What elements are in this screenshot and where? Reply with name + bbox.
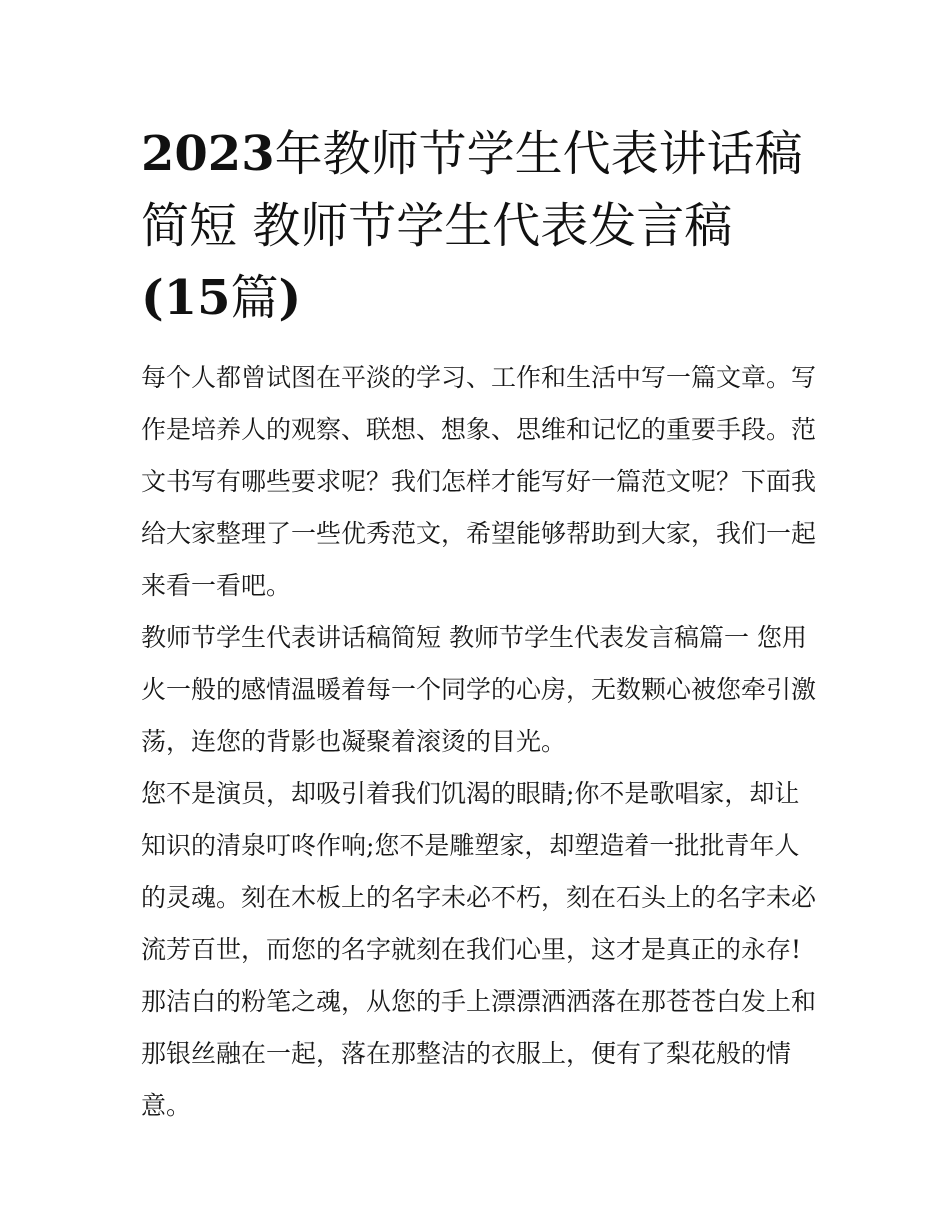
text-line: 来看一看吧。 xyxy=(141,571,292,600)
document-content xyxy=(141,118,817,1132)
text-line: 给大家整理了一些优秀范文，希望能够帮助到大家，我们一起 xyxy=(141,519,817,548)
text-line: 火一般的感情温暖着每一个同学的心房，无数颗心被您牵引激 xyxy=(141,675,817,704)
document-title xyxy=(141,118,813,334)
title-line-2: 简短 教师节学生代表发言稿 xyxy=(141,198,733,254)
document-body xyxy=(141,352,817,1132)
paragraph-section-2 xyxy=(141,768,817,1132)
text-line: 每个人都曾试图在平淡的学习、工作和生活中写一篇文章。写 xyxy=(141,363,817,392)
text-line: 的灵魂。刻在木板上的名字未必不朽，刻在石头上的名字未必 xyxy=(141,883,817,912)
text-line: 流芳百世，而您的名字就刻在我们心里，这才是真正的永存! xyxy=(141,935,802,964)
text-line: 那洁白的粉笔之魂，从您的手上漂漂洒洒落在那苍苍白发上和 xyxy=(141,987,817,1016)
text-line: 教师节学生代表讲话稿简短 教师节学生代表发言稿篇一 您用 xyxy=(141,623,807,652)
text-line: 那银丝融在一起，落在那整洁的衣服上，便有了梨花般的情 xyxy=(141,1039,792,1068)
text-line: 意。 xyxy=(141,1091,192,1120)
title-line-3: (15篇) xyxy=(141,270,302,326)
text-line: 您不是演员，却吸引着我们饥渴的眼睛;你不是歌唱家，却让 xyxy=(141,779,800,808)
text-line: 作是培养人的观察、联想、想象、思维和记忆的重要手段。范 xyxy=(141,415,817,444)
text-line: 文书写有哪些要求呢？我们怎样才能写好一篇范文呢？下面我 xyxy=(141,467,817,496)
paragraph-intro xyxy=(141,352,817,612)
text-line: 知识的清泉叮咚作响;您不是雕塑家，却塑造着一批批青年人 xyxy=(141,831,800,860)
title-line-1: 2023年教师节学生代表讲话稿 xyxy=(141,126,803,182)
paragraph-section-1 xyxy=(141,612,817,768)
text-line: 荡，连您的背影也凝聚着滚烫的目光。 xyxy=(141,727,567,756)
